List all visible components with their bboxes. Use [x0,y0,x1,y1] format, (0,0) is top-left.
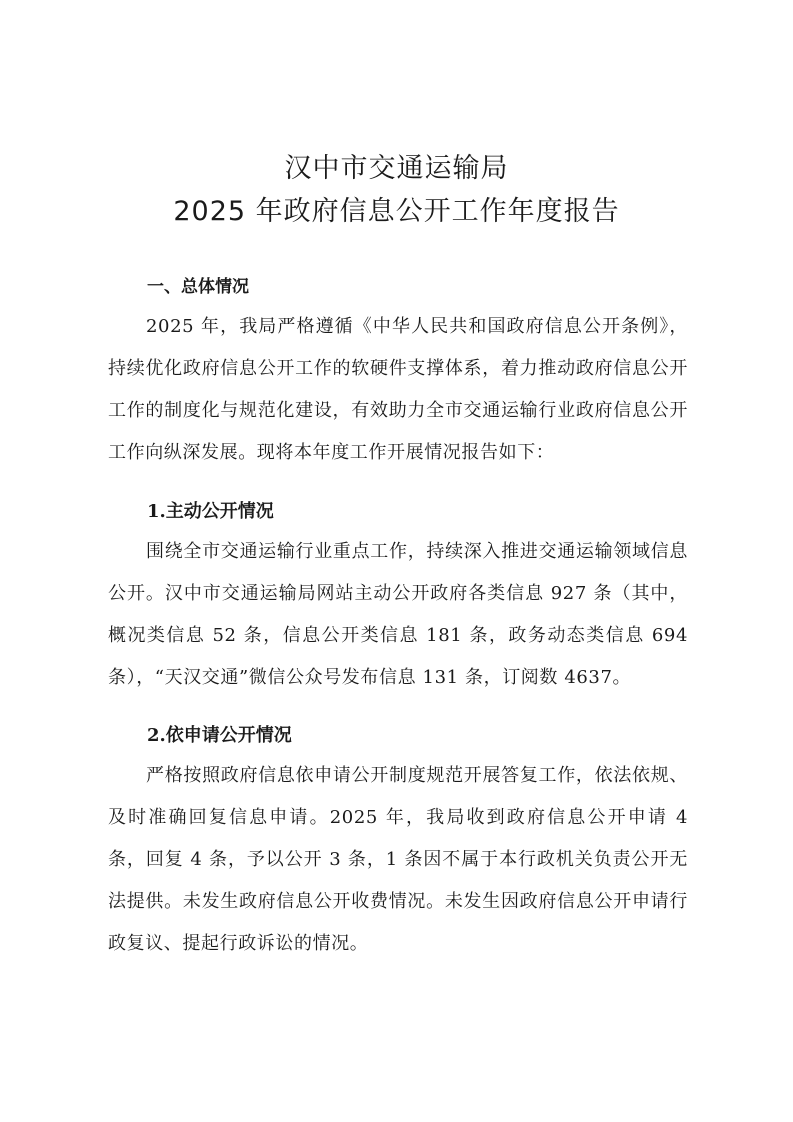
subsection-heading-request-disclosure: 2.依申请公开情况 [147,725,292,746]
document-title-line1: 汉中市交通运输局 [284,153,509,184]
section-heading-overview: 一、总体情况 [147,277,249,297]
document-title-line2: 2025 年政府信息公开工作年度报告 [173,196,620,227]
paragraph-overview: 2025 年，我局严格遵循《中华人民共和国政府信息公开条例》，持续优化政府信息公开工作的软硬件支撑体系，着力推动政府信息公开工作的制度化与规范化建设，有效助力全市交通运输行业政府信息公开工作向纵深发展。现将本年度工作开展情况报告如下： [108,316,688,463]
paragraph-proactive-disclosure: 围绕全市交通运输行业重点工作，持续深入推进交通运输领域信息公开。汉中市交通运输局网站主动公开政府各类信息 927 条（其中，概况类信息 52 条，信息公开类信息 181 条，政务动态类信息 694 条），“天汉交通”微信公众号发布信息 131 条，订阅数 4637。 [108,541,688,688]
paragraph-request-disclosure: 严格按照政府信息依申请公开制度规范开展答复工作，依法依规、及时准确回复信息申请。2025 年，我局收到政府信息公开申请 4 条，回复 4 条，予以公开 3 条，1 条因不属于本行政机关负责公开无法提供。未发生政府信息公开收费情况。未发生因政府信息公开申请行政复议、提起行政诉讼的情况。 [108,765,688,954]
subsection-heading-proactive-disclosure: 1.主动公开情况 [147,501,274,522]
